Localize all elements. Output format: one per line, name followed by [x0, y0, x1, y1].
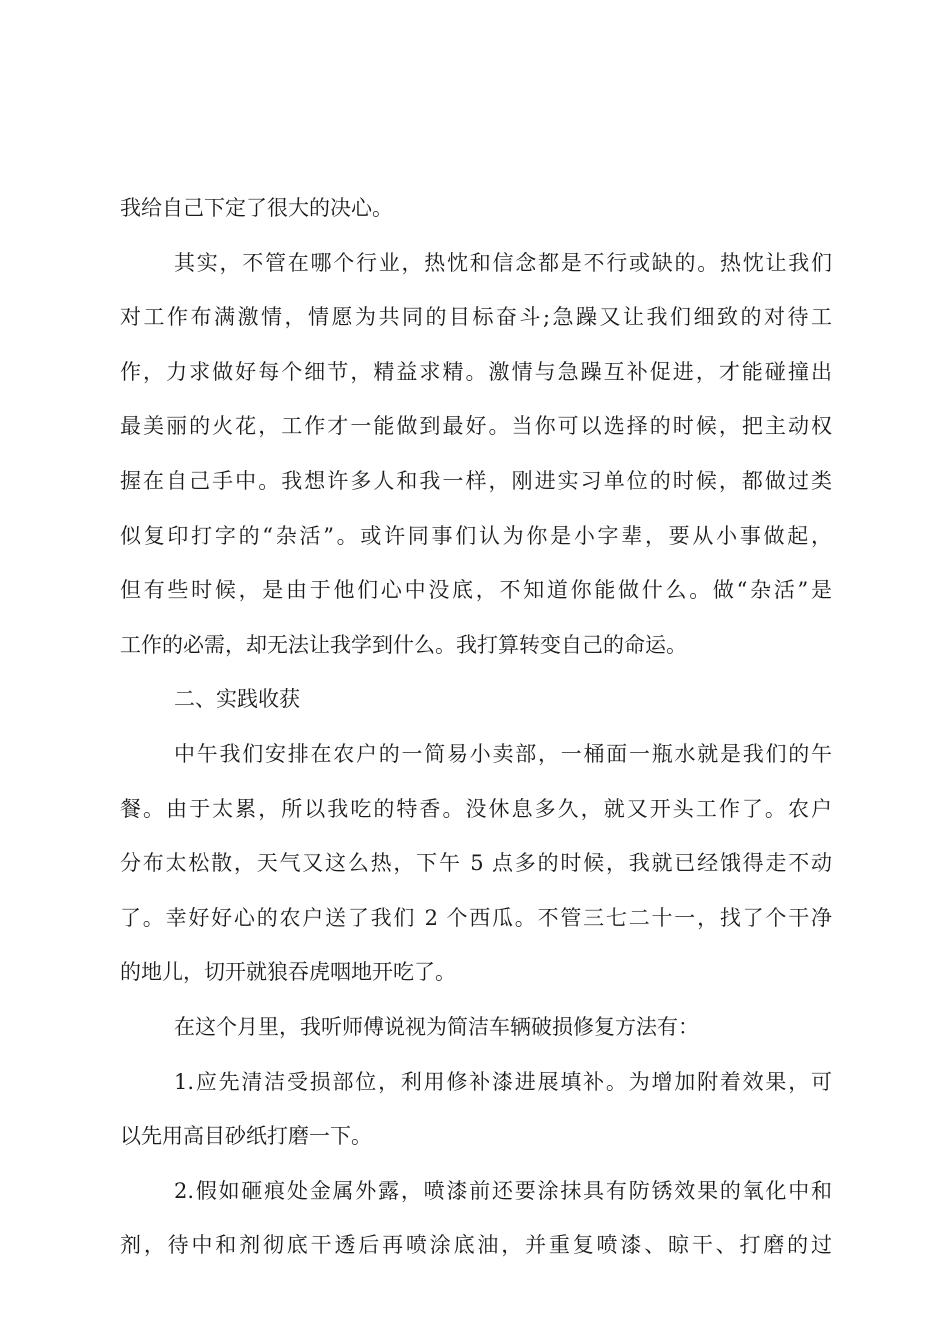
paragraph-line: 似复印打字的“杂活”。或许同事们认为你是小字辈，要从小事做起，: [120, 523, 832, 548]
document-page: [120, 181, 832, 1273]
paragraph-line: 分布太松散，天气又这么热，下午 5 点多的时候，我就已经饿得走不动: [120, 851, 832, 876]
paragraph-line: 但有些时候，是由于他们心中没底，不知道你能做什么。做“杂活”是: [120, 578, 832, 603]
list-item-line: 1.应先清洁受损部位，利用修补漆进展填补。为增加附着效果，可: [174, 1069, 832, 1094]
list-item-line: 剂，待中和剂彻底干透后再喷涂底油，并重复喷漆、晾干、打磨的过: [120, 1233, 832, 1258]
list-item-line: 以先用高目砂纸打磨一下。: [120, 1124, 372, 1149]
paragraph-line: 了。幸好好心的农户送了我们 2 个西瓜。不管三七二十一，找了个干净: [120, 905, 832, 930]
paragraph-line: 作，力求做好每个细节，精益求精。激情与急躁互补促进，才能碰撞出: [120, 359, 832, 384]
paragraph-line: 最美丽的火花，工作才一能做到最好。当你可以选择的时候，把主动权: [120, 414, 832, 439]
paragraph-line: 中午我们安排在农户的一简易小卖部，一桶面一瓶水就是我们的午: [174, 741, 832, 766]
paragraph-line: 的地儿，切开就狼吞虎咽地开吃了。: [120, 960, 456, 985]
paragraph-line: 餐。由于太累，所以我吃的特香。没休息多久，就又开头工作了。农户: [120, 796, 832, 821]
paragraph-line: 其实，不管在哪个行业，热忱和信念都是不行或缺的。热忱让我们: [174, 250, 832, 275]
paragraph-line: 在这个月里，我听师傅说视为简洁车辆破损修复方法有：: [174, 1014, 699, 1039]
section-heading: 二、实践收获: [174, 687, 300, 712]
paragraph-line: 握在自己手中。我想许多人和我一样，刚进实习单位的时候，都做过类: [120, 468, 832, 493]
list-item-line: 2.假如砸痕处金属外露，喷漆前还要涂抹具有防锈效果的氧化中和: [174, 1178, 832, 1203]
paragraph-line: 工作的必需，却无法让我学到什么。我打算转变自己的命运。: [120, 632, 687, 657]
paragraph-line: 我给自己下定了很大的决心。: [120, 196, 393, 220]
paragraph-line: 对工作布满激情，情愿为共同的目标奋斗;急躁又让我们细致的对待工: [120, 305, 832, 330]
